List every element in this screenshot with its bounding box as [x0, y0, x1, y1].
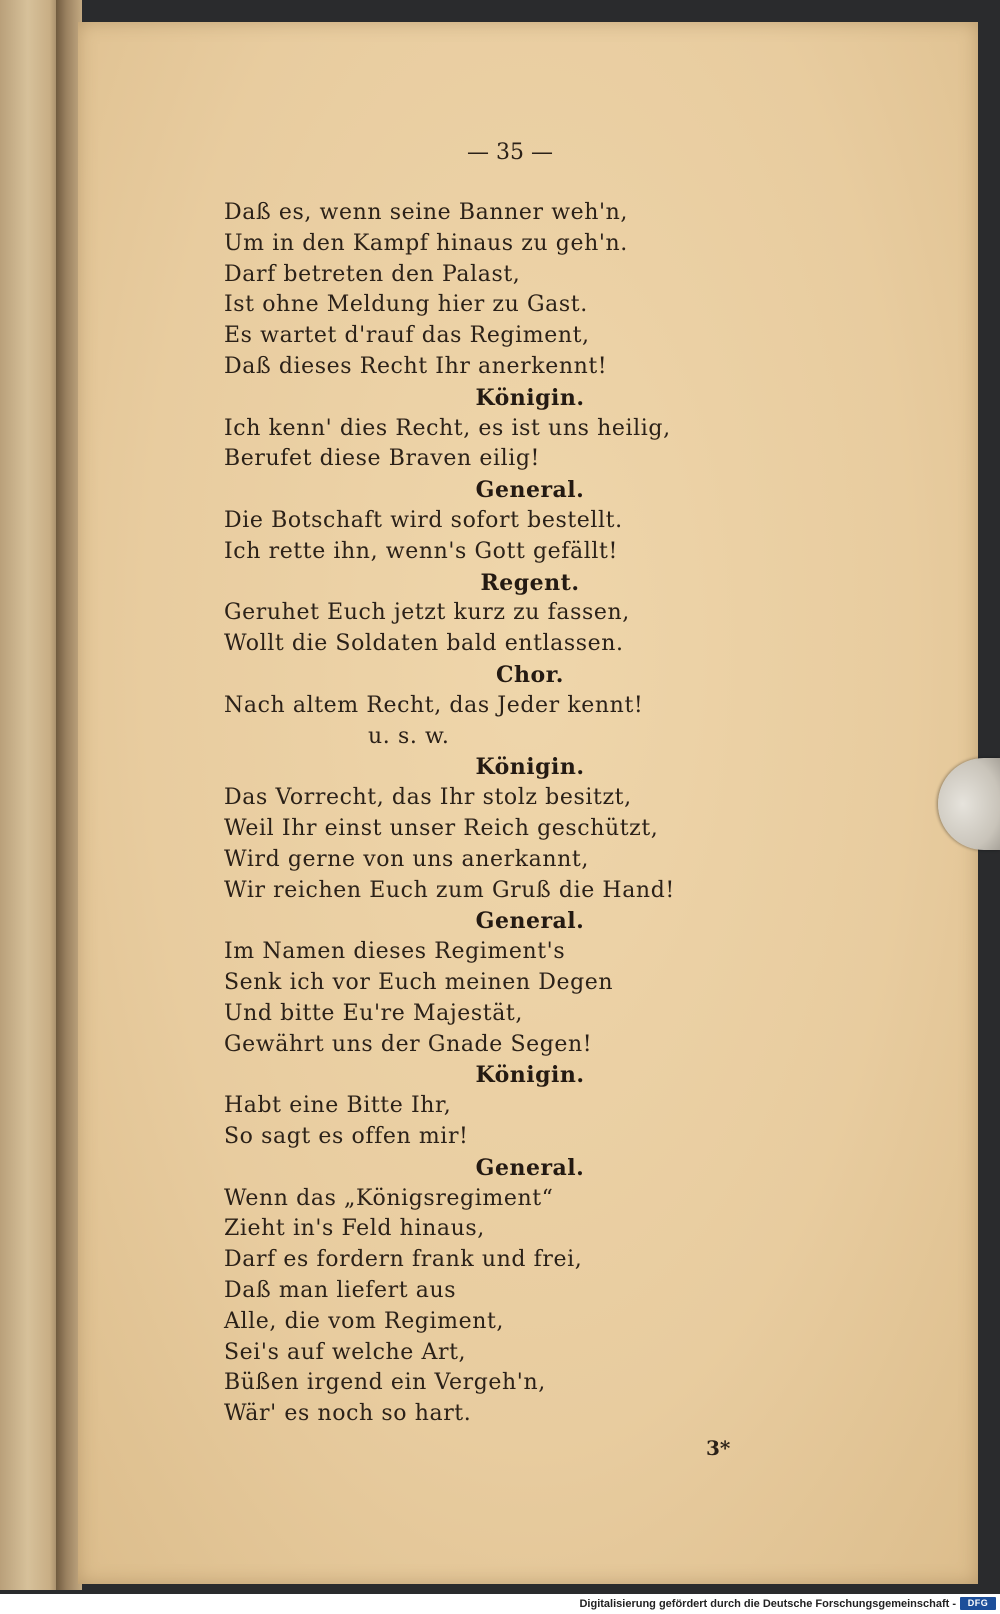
- speaker-name: Königin.: [475, 1062, 585, 1089]
- verse-line: Wir reichen Euch zum Gruß die Hand!: [224, 877, 675, 903]
- left-page-edge: [0, 0, 62, 1590]
- verse-line: Zieht in's Feld hinaus,: [224, 1216, 485, 1242]
- verse-line: Um in den Kampf hinaus zu geh'n.: [224, 230, 628, 256]
- verse-line: Geruhet Euch jetzt kurz zu fassen,: [224, 600, 630, 626]
- verse-line: Darf betreten den Palast,: [224, 261, 521, 287]
- speaker-name: Königin.: [475, 754, 585, 781]
- verse-line: Ich rette ihn, wenn's Gott gefällt!: [224, 538, 618, 564]
- verse-line: Wär' es noch so hart.: [224, 1401, 472, 1427]
- verse-line: Habt eine Bitte Ihr,: [224, 1093, 452, 1119]
- verse-line: Alle, die vom Regiment,: [224, 1308, 505, 1334]
- verse-line: Nach altem Recht, das Jeder kennt!: [224, 692, 644, 718]
- verse-line: Berufet diese Braven eilig!: [224, 446, 540, 472]
- speaker-name: Königin.: [475, 384, 585, 411]
- verse-line: Darf es fordern frank und frei,: [224, 1247, 583, 1273]
- verse-line: Wird gerne von uns anerkannt,: [224, 846, 589, 872]
- verse-line: Wollt die Soldaten bald entlassen.: [224, 631, 624, 657]
- etcetera: u. s. w.: [368, 723, 450, 749]
- speaker-name: General.: [475, 477, 585, 504]
- verse-line: Im Namen dieses Regiment's: [224, 939, 566, 965]
- verse-line: Sei's auf welche Art,: [224, 1339, 467, 1365]
- verse-line: Weil Ihr einst unser Reich geschützt,: [224, 816, 659, 841]
- verse-line: Gewährt uns der Gnade Segen!: [224, 1031, 593, 1057]
- verse-line: Wenn das „Königsregiment“: [224, 1185, 554, 1211]
- verse-line: Ich kenn' dies Recht, es ist uns heilig,: [224, 415, 671, 441]
- speaker-name: Chor.: [496, 662, 564, 688]
- verse-line: Büßen irgend ein Vergeh'n,: [224, 1370, 546, 1396]
- verse-line: Daß es, wenn seine Banner weh'n,: [224, 200, 629, 225]
- verse-line: So sagt es offen mir!: [224, 1124, 469, 1149]
- verse-line: Senk ich vor Euch meinen Degen: [224, 970, 614, 995]
- signature-mark: 3*: [706, 1436, 731, 1460]
- verse-line: Ist ohne Meldung hier zu Gast.: [224, 292, 588, 318]
- verse-line: Und bitte Eu're Majestät,: [224, 1000, 523, 1026]
- speaker-name: General.: [475, 908, 585, 935]
- verse-line: Die Botschaft wird sofort bestellt.: [224, 508, 623, 533]
- verse-line: Daß man liefert aus: [224, 1278, 457, 1303]
- dfg-logo: DFG: [960, 1597, 996, 1610]
- footer-credit: Digitalisierung gefördert durch die Deutsche Forschungsgemeinschaft -: [579, 1598, 956, 1610]
- page-number: — 35 —: [467, 140, 553, 165]
- verse-line: Das Vorrecht, das Ihr stolz besitzt,: [224, 785, 632, 811]
- speaker-name: General.: [475, 1154, 585, 1181]
- verse-line: Daß dieses Recht Ihr anerkennt!: [224, 354, 608, 379]
- verse-line: Es wartet d'rauf das Regiment,: [224, 323, 590, 349]
- speaker-name: Regent.: [480, 569, 580, 596]
